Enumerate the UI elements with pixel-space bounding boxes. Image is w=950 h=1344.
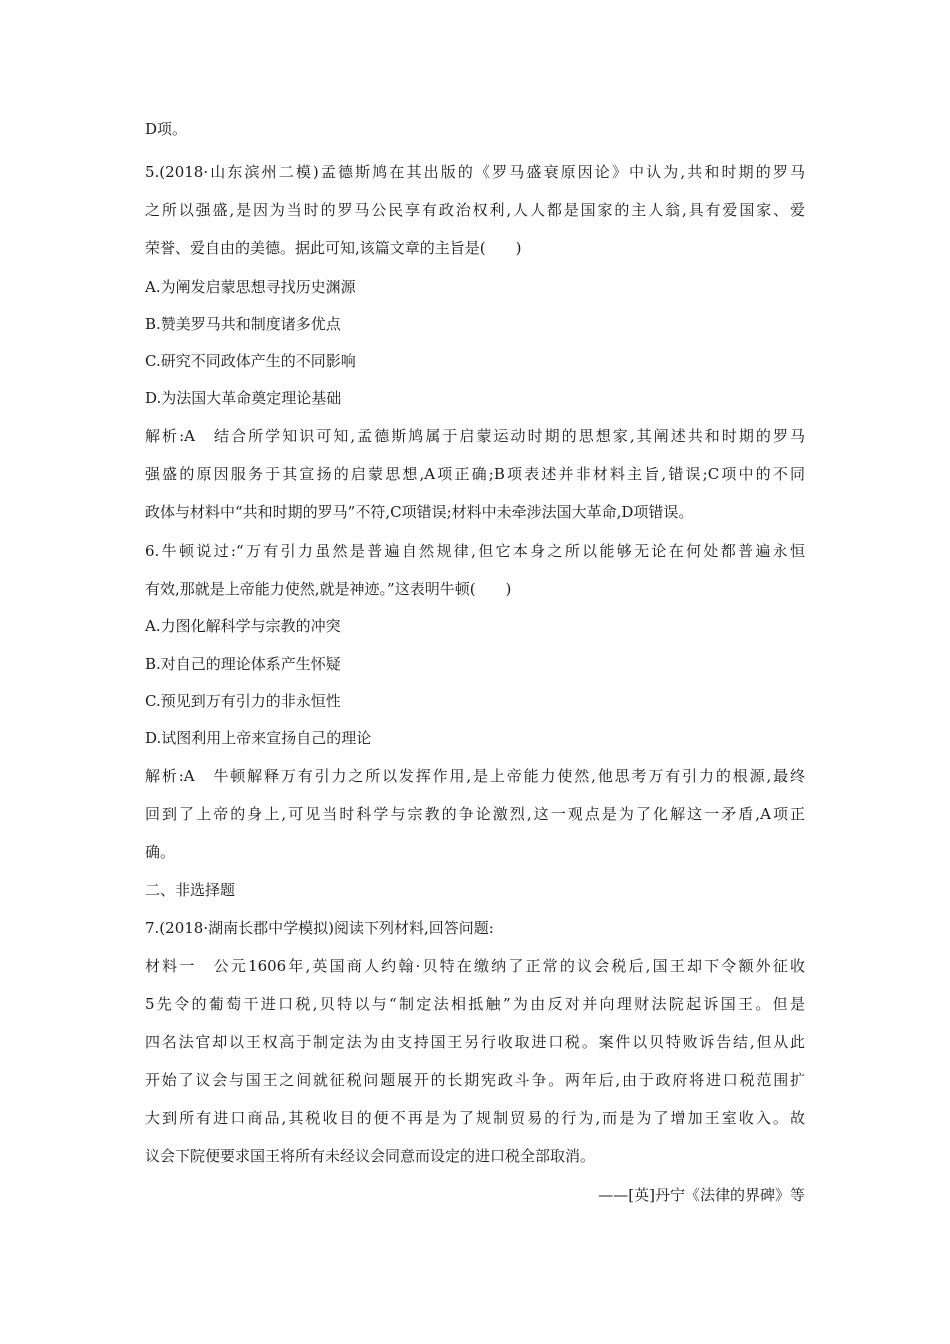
option-d: D.为法国大革命奠定理论基础 xyxy=(145,389,342,407)
material-text: 开始了议会与国王之间就征税问题展开的长期宪政斗争。两年后,由于政府将进口税范围扩 xyxy=(145,1071,805,1089)
option-a: A.为阐发启蒙思想寻找历史渊源 xyxy=(145,278,356,296)
question-7-stem: 7.(2018·湖南长郡中学模拟)阅读下列材料,回答问题: xyxy=(145,919,494,937)
option-b: B.赞美罗马共和制度诸多优点 xyxy=(145,315,341,333)
citation: ——[英]丹宁《法律的界碑》等 xyxy=(598,1186,805,1204)
section-heading: 二、非选择题 xyxy=(145,881,236,899)
material-text: 大到所有进口商品,其税收目的便不再是为了规制贸易的行为,而是为了增加王室收入。故 xyxy=(145,1109,805,1127)
material-text: 四名法官却以王权高于制定法为由支持国王另行收取进口税。案件以贝特败诉告结,但从此 xyxy=(145,1033,805,1051)
material-text: 材料一 公元1606年,英国商人约翰·贝特在缴纳了正常的议会税后,国王却下令额外征收 xyxy=(145,957,805,975)
text-line: D项。 xyxy=(145,120,188,138)
option-b: B.对自己的理论体系产生怀疑 xyxy=(145,655,341,673)
analysis-text: 强盛的原因服务于其宣扬的启蒙思想,A项正确;B项表述并非材料主旨,错误;C项中的不同 xyxy=(145,465,805,483)
analysis-text: 回到了上帝的身上,可见当时科学与宗教的争论激烈,这一观点是为了化解这一矛盾,A项正 xyxy=(145,805,805,823)
material-text: 议会下院便要求国王将所有未经议会同意而设定的进口税全部取消。 xyxy=(145,1147,596,1165)
option-d: D.试图利用上帝来宣扬自己的理论 xyxy=(145,729,372,747)
analysis-text: 解析:A 结合所学知识可知,孟德斯鸠属于启蒙运动时期的思想家,其阐述共和时期的罗马 xyxy=(145,427,805,445)
question-6-stem: 6.牛顿说过:“万有引力虽然是普遍自然规律,但它本身之所以能够无论在何处都普遍永恒 xyxy=(145,542,805,560)
question-5-stem: 5.(2018·山东滨州二模)孟德斯鸠在其出版的《罗马盛衰原因论》中认为,共和时期的罗马 xyxy=(145,163,805,181)
analysis-text: 确。 xyxy=(145,843,176,861)
material-text: 5先令的葡萄干进口税,贝特以与“制定法相抵触”为由反对并向理财法院起诉国王。但是 xyxy=(145,995,805,1013)
option-c: C.研究不同政体产生的不同影响 xyxy=(145,352,356,370)
analysis-text: 政体与材料中“共和时期的罗马”不符,C项错误;材料中未牵涉法国大革命,D项错误。 xyxy=(145,503,694,521)
question-6-stem: 有效,那就是上帝能力使然,就是神迹。”这表明牛顿( ) xyxy=(145,580,512,598)
option-a: A.力图化解科学与宗教的冲突 xyxy=(145,617,341,635)
question-5-stem: 荣誉、爱自由的美德。据此可知,该篇文章的主旨是( ) xyxy=(145,239,522,257)
option-c: C.预见到万有引力的非永恒性 xyxy=(145,692,341,710)
analysis-text: 解析:A 牛顿解释万有引力之所以发挥作用,是上帝能力使然,他思考万有引力的根源,最终 xyxy=(145,767,805,785)
question-5-stem: 之所以强盛,是因为当时的罗马公民享有政治权利,人人都是国家的主人翁,具有爱国家、爱 xyxy=(145,201,805,219)
